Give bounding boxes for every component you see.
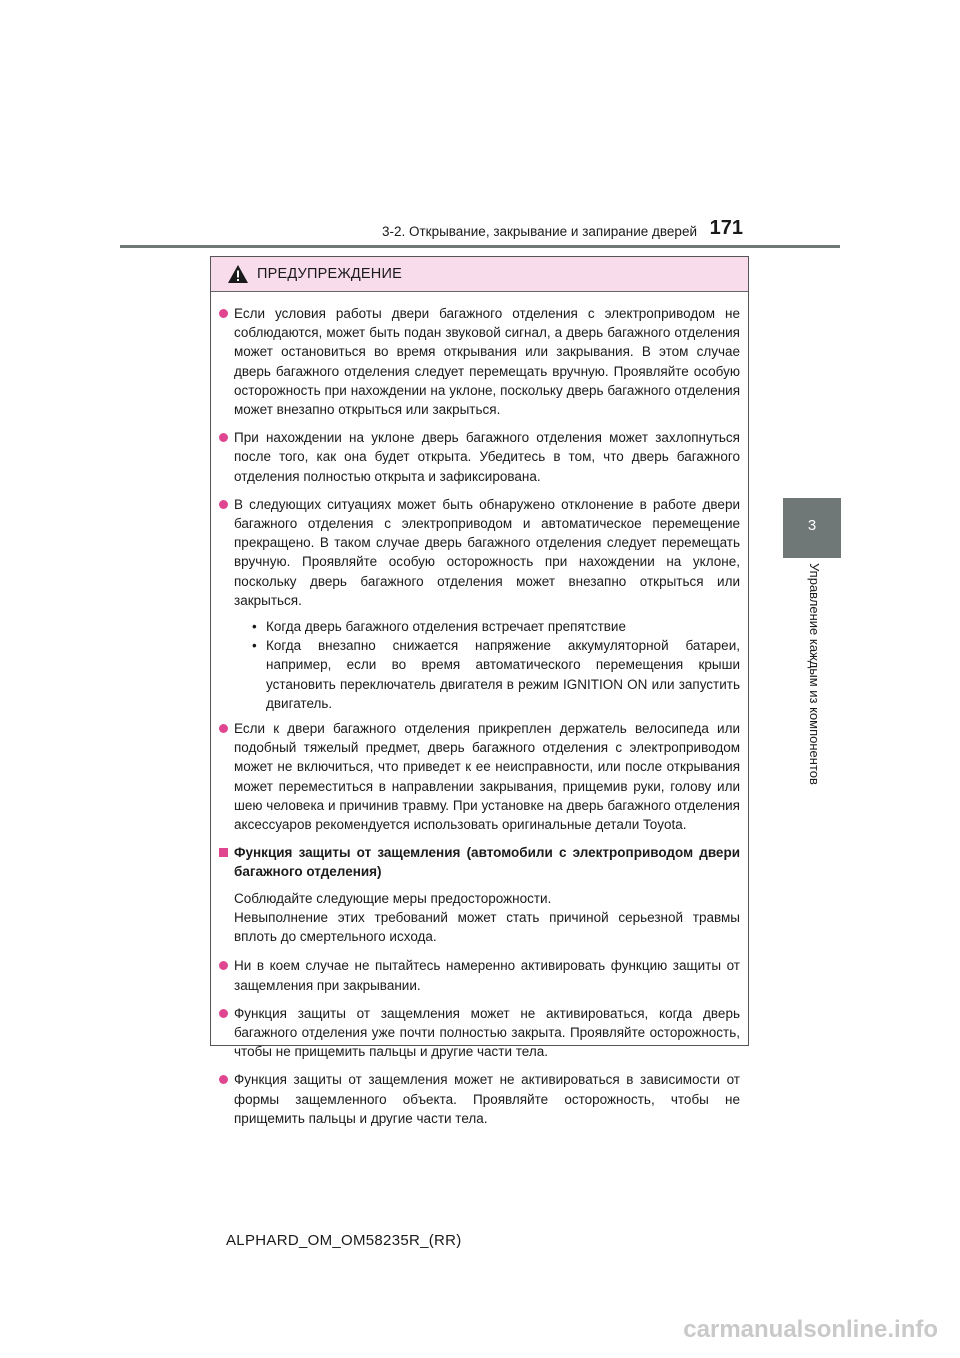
chapter-label: Управление каждым из компонентов (807, 563, 822, 785)
bullet-icon (219, 1075, 228, 1084)
bullet-icon (219, 309, 228, 318)
header-rule (120, 245, 840, 248)
warning-header (211, 257, 748, 292)
warning-item: Если к двери багажного отделения прикреплен держатель велосипеда или подобный тяжелый предмет, дверь багажного отделения с электроприводом может не включиться, что приведет к ее неисправности, или после открывания может переместиться в направлении закрывания, прищемив руки, голову или шею человека и причинив травму. При установке на дверь багажного отделения аксессуаров рекомендуется использовать оригинальные детали Toyota. (219, 719, 740, 834)
warning-title: ПРЕДУПРЕЖДЕНИЕ (257, 266, 402, 282)
warning-item: Функция защиты от защемления может не активироваться, когда дверь багажного отделения уже почти полностью закрыта. Проявляйте осторожность, чтобы не прищемить пальцы и другие части тела. (219, 1004, 740, 1062)
page-number: 171 (709, 217, 743, 239)
warning-item: Если условия работы двери багажного отделения с электроприводом не соблюдаются, может быть подан звуковой сигнал, а дверь багажного отделения может остановиться во время открывания или закрывания. В этом случае дверь багажного отделения следует перемещать вручную. Проявляйте особую осторожность при нахождении на уклоне, поскольку дверь багажного отделения может внезапно открыться или закрыться. (219, 304, 740, 419)
warning-item: Ни в коем случае не пытайтесь намеренно активировать функцию защиты от защемления при закрывании. (219, 956, 740, 994)
dot-bullet-icon: • (252, 619, 257, 635)
warning-icon (227, 264, 249, 284)
warning-item: При нахождении на уклоне дверь багажного отделения может захлопнуться после того, как она будет открыта. Убедитесь в том, что дверь багажного отделения полностью открыта и зафиксирована. (219, 428, 740, 486)
bullet-icon (219, 1009, 228, 1018)
square-bullet-icon (219, 848, 228, 857)
warning-body (211, 292, 748, 1128)
section-heading: Функция защиты от защемления (автомобили с электроприводом двери багажного отделения) (219, 843, 740, 881)
chapter-number: 3 (807, 517, 817, 534)
chapter-tab (783, 498, 841, 558)
page-header (120, 196, 840, 246)
bullet-icon (219, 961, 228, 970)
warning-item: В следующих ситуациях может быть обнаружено отклонение в работе двери багажного отделения с электроприводом и автоматическое перемещение прекращено. В таком случае дверь багажного отделения следует перемещать вручную. Проявляйте особую осторожность при нахождении на уклоне, поскольку дверь багажного отделения может внезапно открыться или закрыться. (219, 495, 740, 610)
bullet-icon (219, 724, 228, 733)
bullet-icon (219, 500, 228, 509)
document-code: ALPHARD_OM_OM58235R_(RR) (226, 1232, 462, 1249)
section-title: 3-2. Открывание, закрывание и запирание дверей (381, 224, 697, 239)
warning-item: Функция защиты от защемления может не активироваться в зависимости от формы защемленного объекта. Проявляйте осторожность, чтобы не прищемить пальцы и другие части тела. (219, 1070, 740, 1128)
dot-bullet-icon: • (252, 638, 257, 654)
sub-list (219, 617, 740, 713)
warning-box (210, 256, 749, 1126)
sub-item: • Когда внезапно снижается напряжение аккумуляторной батареи, например, если во время автоматического перемещения крыши установить переключатель двигателя в режим IGNITION ON или запустить двигатель. (252, 636, 740, 713)
bullet-icon (219, 433, 228, 442)
watermark: carmanualsonline.info (683, 1316, 938, 1343)
section-intro: Соблюдайте следующие меры предосторожности. Невыполнение этих требований может стать причиной серьезной травмы вплоть до смертельного исхода. (234, 890, 740, 945)
sub-item: • Когда дверь багажного отделения встречает препятствие (252, 617, 740, 636)
